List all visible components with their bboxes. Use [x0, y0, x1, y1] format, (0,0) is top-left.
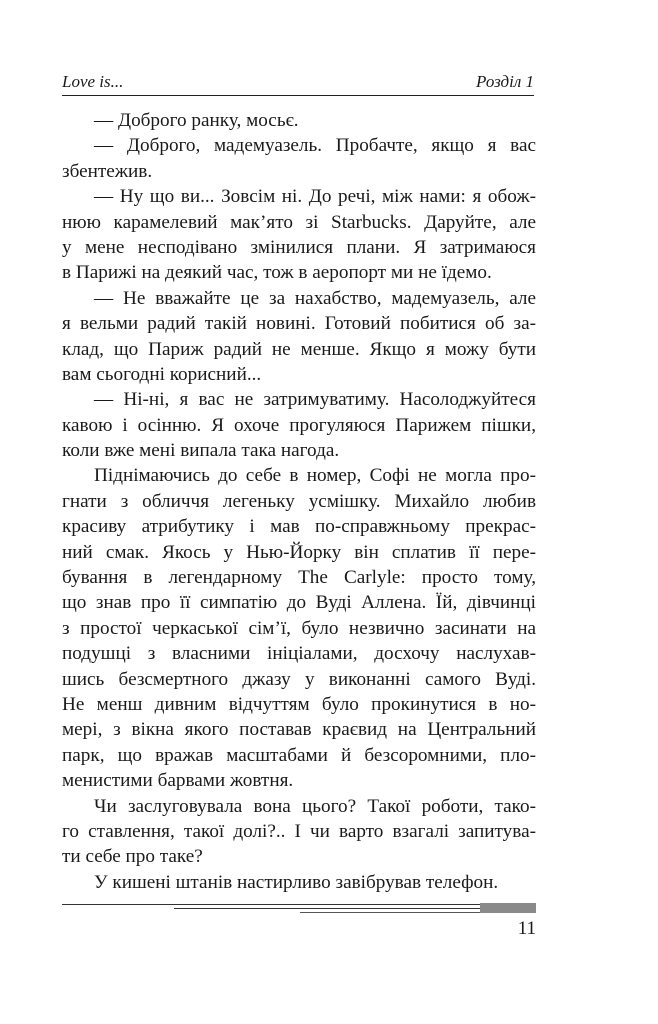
text-line: клад, що Париж радий не менше. Якщо я можу бути	[62, 338, 536, 360]
body-text	[62, 108, 536, 895]
text-line: що знав про її симпатію до Вуді Аллена. Їй, дівчинці	[62, 592, 536, 614]
text-line: у мене несподівано змінилися плани. Я затримаюся	[62, 236, 536, 258]
text-line: го ставлення, такої долі?.. І чи варто взагалі запитува-	[62, 820, 536, 842]
text-line: кавою і осінню. Я охоче прогуляюся Парижем пішки,	[62, 414, 536, 436]
text-line: збентежив.	[62, 160, 153, 182]
text-line: парк, що вражав масштабами й безсоромними, пло-	[62, 744, 536, 766]
text-line: — Ні-ні, я вас не затримуватиму. Насолоджуйтеся	[94, 389, 536, 411]
text-line: Чи заслуговувала вона цього? Такої роботи, тако-	[94, 795, 536, 817]
footer-grey-block	[480, 903, 536, 913]
text-line: — Не вважайте це за нахабство, мадемуазель, але	[94, 287, 536, 309]
chapter-title: Розділ 1	[476, 72, 534, 91]
text-line: мері, з вікна якого поставав краєвид на Центральний	[62, 719, 536, 741]
text-line: бування в легендарному The Carlyle: просто тому,	[62, 567, 536, 589]
page-number: 11	[517, 918, 536, 939]
text-line: Не менш дивним відчуттям було прокинутися в но-	[62, 693, 536, 715]
text-line: в Парижі на деякий час, тож в аеропорт ми не їдемо.	[62, 262, 492, 284]
text-line: ний смак. Якось у Нью-Йорку він сплатив її пере-	[62, 541, 536, 563]
text-line: нюю карамелевий мак’ято зі Starbucks. Даруйте, але	[62, 211, 536, 233]
text-line: — Ну що ви... Зовсім ні. До речі, між нами: я обож-	[94, 186, 536, 208]
text-line: — Доброго ранку, мосьє.	[94, 110, 299, 131]
text-line: вам сьогодні корисний...	[62, 363, 262, 385]
text-line: красиву атрибутику і мав по-справжньому прекрас-	[62, 516, 536, 538]
text-line: У кишені штанів настирливо завібрував телефон.	[94, 871, 499, 893]
text-line: менистими барвами жовтня.	[62, 770, 294, 792]
header-rule	[62, 95, 534, 96]
text-line: з простої черкаської сім’ї, було незвично засинати на	[62, 617, 536, 639]
book-title: Love is...	[62, 72, 124, 91]
text-line: — Доброго, мадемуазель. Пробачте, якщо я вас	[94, 135, 536, 157]
running-header	[62, 72, 534, 94]
footer-ornament	[62, 900, 536, 920]
text-line: я вельми радий такій новині. Готовий побитися об за-	[62, 313, 536, 335]
footer-rule-long	[62, 904, 536, 905]
text-line: подушці з власними ініціалами, досхочу наслухав-	[62, 643, 536, 665]
text-line: шись безсмертного джазу у виконанні самого Вуді.	[62, 668, 536, 690]
text-line: ти себе про таке?	[62, 846, 203, 868]
text-line: Піднімаючись до себе в номер, Софі не могла про-	[94, 465, 536, 487]
text-line: коли вже мені випала така нагода.	[62, 440, 340, 462]
text-line: гнати з обличчя легеньку усмішку. Михайло любив	[62, 490, 536, 512]
